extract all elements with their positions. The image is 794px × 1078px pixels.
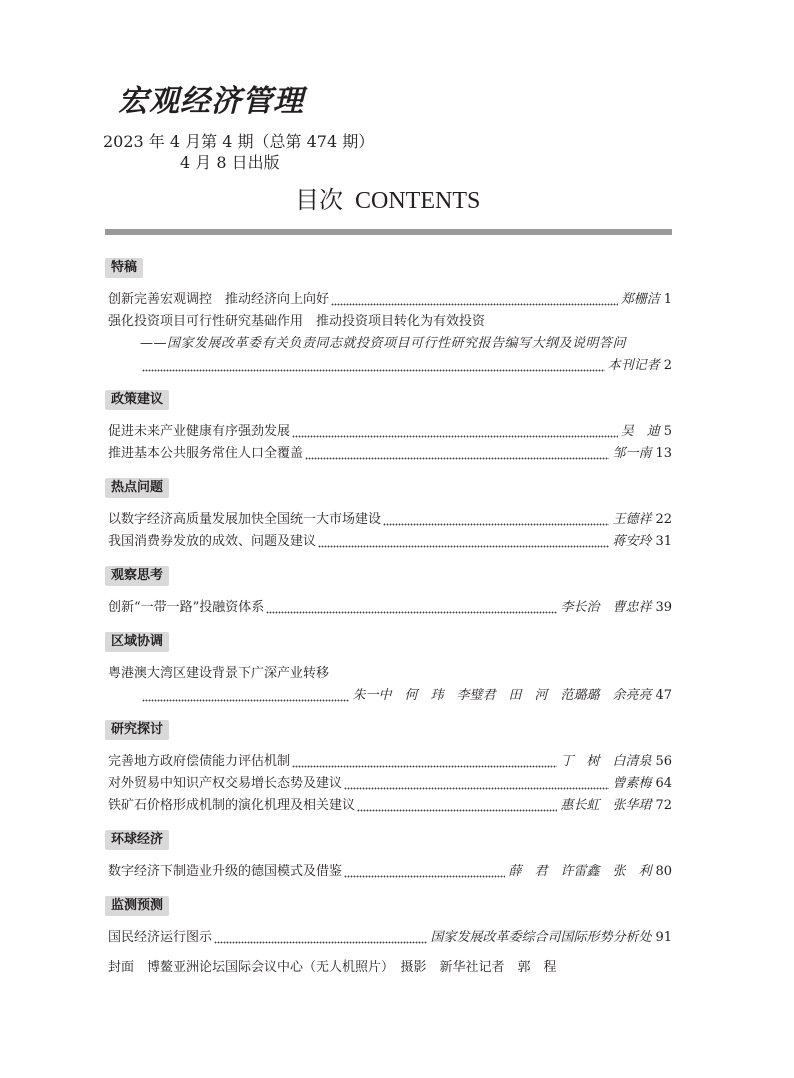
dot-leader [331, 303, 618, 306]
entry-title: 对外贸易中知识产权交易增长态势及建议 [108, 776, 343, 791]
dot-leader [305, 457, 609, 460]
toc-line [105, 443, 672, 465]
entry-byline [508, 861, 672, 883]
section-label: 热点问题 [105, 478, 169, 498]
toc-section [105, 566, 672, 619]
section-label: 特稿 [105, 258, 143, 278]
issue-line: 2023 年 4 月第 4 期（总第 474 期） [103, 132, 375, 151]
contents-heading-cn: 目次 [295, 186, 343, 214]
dot-leader [344, 875, 505, 878]
toc-line [105, 355, 672, 377]
toc-section [105, 720, 672, 817]
toc-entry [105, 289, 672, 311]
entry-title: 我国消费券发放的成效、问题及建议 [108, 534, 317, 549]
dot-leader [214, 941, 427, 944]
divider-rule [105, 229, 672, 235]
entry-author: 邹一南 [612, 446, 652, 461]
entry-page-number: 13 [655, 446, 672, 461]
entry-title: 完善地方政府偿债能力评估机制 [108, 754, 291, 769]
dot-leader [318, 545, 609, 548]
toc-entry [105, 663, 672, 707]
entry-title: 粤港澳大湾区建设背景下广深产业转移 [108, 666, 330, 681]
entry-page-number: 80 [655, 864, 672, 879]
entry-page-number: 31 [655, 534, 672, 549]
dot-leader [142, 699, 349, 702]
entry-title: 数字经济下制造业升级的德国模式及借鉴 [108, 864, 343, 879]
toc-entry [105, 421, 672, 443]
entry-page-number: 47 [655, 688, 672, 703]
entry-page-number: 56 [655, 754, 672, 769]
entry-author: 曾素梅 [612, 776, 652, 791]
toc-line [105, 509, 672, 531]
table-of-contents [105, 258, 672, 979]
toc-line [105, 773, 672, 795]
entry-byline [621, 289, 672, 311]
cover-credit: 封面 博鳌亚洲论坛国际会议中心（无人机照片） 摄影 新华社记者 郭 程 [108, 960, 557, 975]
entry-page-number: 72 [655, 798, 672, 813]
contents-heading [295, 184, 480, 217]
dot-leader [383, 523, 609, 526]
dot-leader [344, 787, 609, 790]
toc-entry [105, 927, 672, 949]
section-label: 观察思考 [105, 566, 169, 586]
entry-byline [621, 421, 672, 443]
entry-byline [608, 355, 672, 377]
toc-section [105, 830, 672, 883]
toc-section [105, 632, 672, 707]
toc-entry [105, 443, 672, 465]
toc-section [105, 478, 672, 553]
contents-heading-en: CONTENTS [355, 188, 481, 214]
toc-line [105, 861, 672, 883]
entry-byline [560, 597, 672, 619]
entry-title: 铁矿石价格形成机制的演化机理及相关建议 [108, 798, 356, 813]
toc-entry [105, 597, 672, 619]
section-label: 政策建议 [105, 390, 169, 410]
entry-byline [612, 443, 672, 465]
entry-author: 朱一中 何 玮 李璧君 田 河 范璐璐 余亮亮 [352, 688, 652, 703]
dot-leader [292, 435, 618, 438]
entry-author: 惠长虹 张华珺 [560, 798, 652, 813]
entry-author: 国家发展改革委综合司国际形势分析处 [430, 930, 652, 945]
entry-byline [560, 795, 672, 817]
dot-leader [142, 369, 605, 372]
toc-line [105, 311, 672, 333]
entry-page-number: 5 [663, 424, 672, 439]
entry-author: 郑栅洁 [620, 292, 660, 307]
toc-entry [105, 311, 672, 377]
entry-page-number: 91 [655, 930, 672, 945]
toc-entry [105, 531, 672, 553]
entry-author: 蒋安玲 [612, 534, 652, 549]
toc-section [105, 390, 672, 465]
entry-byline [612, 509, 672, 531]
toc-line [105, 531, 672, 553]
publish-date: 4 月 8 日出版 [180, 153, 280, 172]
toc-entry [105, 861, 672, 883]
entry-author: 吴 迪 [620, 424, 660, 439]
toc-entry [105, 795, 672, 817]
toc-line [105, 751, 672, 773]
entry-byline [560, 751, 672, 773]
toc-entry [105, 509, 672, 531]
entry-byline [612, 531, 672, 553]
entry-page-number: 1 [663, 292, 672, 307]
entry-title: 创新完善宏观调控 推动经济向上向好 [108, 292, 330, 307]
toc-entry [105, 773, 672, 795]
entry-page-number: 64 [655, 776, 672, 791]
entry-title: 促进未来产业健康有序强劲发展 [108, 424, 291, 439]
entry-byline [352, 685, 672, 707]
entry-title: 国民经济运行图示 [108, 930, 213, 945]
entry-title: 强化投资项目可行性研究基础作用 推动投资项目转化为有效投资 [108, 314, 486, 329]
toc-line [105, 795, 672, 817]
entry-byline [612, 773, 672, 795]
entry-title: 以数字经济高质量发展加快全国统一大市场建设 [108, 512, 382, 527]
dot-leader [292, 765, 557, 768]
section-label: 区域协调 [105, 632, 169, 652]
entry-author: 王德祥 [612, 512, 652, 527]
toc-line [105, 927, 672, 949]
toc-line [105, 663, 672, 685]
section-label: 监测预测 [105, 896, 169, 916]
toc-entry [105, 751, 672, 773]
dot-leader [266, 611, 557, 614]
entry-title: 推进基本公共服务常住人口全覆盖 [108, 446, 304, 461]
section-label: 环球经济 [105, 830, 169, 850]
entry-subtitle: ——国家发展改革委有关负责同志就投资项目可行性研究报告编写大纲及说明答问 [140, 336, 627, 351]
entry-author: 丁 树 白清泉 [560, 754, 652, 769]
journal-logo: 宏观经济管理 [118, 84, 304, 119]
toc-section [105, 896, 672, 949]
section-label: 研究探讨 [105, 720, 169, 740]
entry-author: 薛 君 许雷鑫 张 利 [508, 864, 652, 879]
entry-author: 李长治 曹忠祥 [560, 600, 652, 615]
entry-page-number: 39 [655, 600, 672, 615]
toc-line [105, 685, 672, 707]
entry-page-number: 22 [655, 512, 672, 527]
dot-leader [357, 809, 557, 812]
toc-line [105, 597, 672, 619]
entry-author: 本刊记者 [607, 358, 660, 373]
entry-byline [430, 927, 672, 949]
entry-page-number: 2 [663, 358, 672, 373]
toc-line [105, 333, 672, 355]
toc-section [105, 258, 672, 377]
entry-title: 创新“一带一路”投融资体系 [108, 600, 265, 615]
toc-line [105, 421, 672, 443]
toc-line [105, 289, 672, 311]
